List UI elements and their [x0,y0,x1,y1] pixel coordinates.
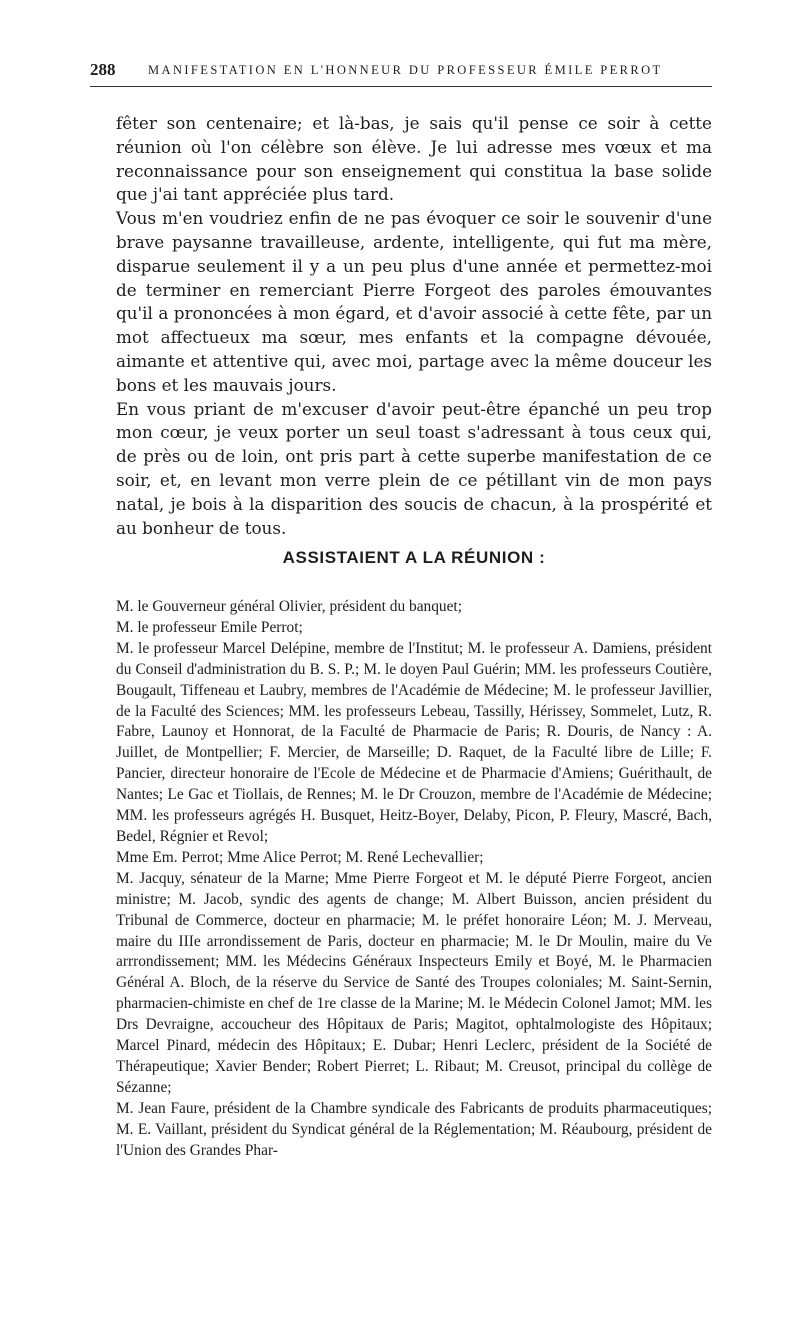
attendee-paragraph: M. le professeur Marcel Delépine, membre de l'Institut; M. le professeur A. Damiens, président du Conseil d'administration du B. S. P.; M. le doyen Paul Guérin; MM. les professeurs Coutière, Bougault, Tiffeneau et Laubry, membres de l'Académie de Médecine; M. le professeur Javillier, de la Faculté des Sciences; MM. les professeurs Lebeau, Tassilly, Hérissey, Sommelet, Lutz, R. Fabre, Launoy et Honnorat, de la Faculté de Pharmacie de Paris; R. Douris, de Nancy : A. Juillet, de Montpellier; F. Mercier, de Marseille; D. Raquet, de la Faculté libre de Lille; F. Pancier, directeur honoraire de l'Ecole de Médecine et de Pharmacie d'Amiens; Guérithault, de Nantes; Le Gac et Tiollais, de Rennes; M. le Dr Crouzon, membre de l'Académie de Médecine; MM. les professeurs agrégés H. Busquet, Heitz-Boyer, Delaby, Picon, P. Fleury, Mascré, Bach, Bedel, Régnier et Revol; [116,639,712,845]
attendees-list [116,597,712,1161]
speech-text [116,112,712,540]
running-title: MANIFESTATION EN L'HONNEUR DU PROFESSEUR ÉMILE PERROT [148,63,663,77]
attendee-paragraph: Mme Em. Perrot; Mme Alice Perrot; M. René Lechevallier; [116,848,484,866]
paragraph: Vous m'en voudriez enfin de ne pas évoquer ce soir le souvenir d'une brave paysanne travailleuse, ardente, intelligente, qui fut ma mère, disparue seulement il y a un peu plus d'une année et permettez-moi de terminer en remerciant Pierre Forgeot des paroles émouvantes qu'il a prononcées à mon égard, et d'avoir associé à cette fête, par un mot affectueux ma sœur, mes enfants et la compagne dévouée, aimante et attentive qui, avec moi, partage avec la même douceur les bons et les mauvais jours. [116,208,712,395]
paragraph: fêter son centenaire; et là-bas, je sais qu'il pense ce soir à cette réunion où l'on célèbre son élève. Je lui adresse mes vœux et ma reconnaissance pour son enseignement qui constitua la base solide que j'ai tant appréciée plus tard. [116,113,712,205]
paragraph: En vous priant de m'excuser d'avoir peut-être épanché un peu trop mon cœur, je veux porter un seul toast s'adressant à tous ceux qui, de près ou de loin, ont pris part à cette superbe manifestation de ce soir, et, en levant mon verre plein de ce pétillant vin de mon pays natal, je bois à la disparition des soucis de chacun, à la prospérité et au bonheur de tous. [116,398,712,538]
attendee-paragraph: M. le Gouverneur général Olivier, président du banquet; [116,598,462,615]
page-number: 288 [90,60,116,79]
running-head [90,60,712,87]
attendee-paragraph: M. le professeur Emile Perrot; [116,618,303,636]
attendee-paragraph: M. Jean Faure, président de la Chambre syndicale des Fabricants de produits pharmaceutiques; M. E. Vaillant, président du Syndicat général de la Réglementation; M. Réaubourg, président de l'Union des Grandes Phar- [116,1099,712,1159]
section-heading: ASSISTAIENT A LA RÉUNION : [282,548,546,567]
attendee-paragraph: M. Jacquy, sénateur de la Marne; Mme Pierre Forgeot et M. le député Pierre Forgeot, ancien ministre; M. Jacob, syndic des agents de change; M. Albert Buisson, ancien président du Tribunal de Commerce, docteur en pharmacie; M. le préfet honoraire Léon; M. J. Merveau, maire du IIIe arrondissement de Paris, docteur en pharmacie; M. le Dr Moulin, maire du Ve arrrondissement; MM. les Médecins Généraux Inspecteurs Emily et Boyé, M. le Pharmacien Général A. Bloch, de la réserve du Service de Santé des Troupes coloniales; M. Saint-Sernin, pharmacien-chimiste en chef de 1re classe de la Marine; M. le Médecin Colonel Jamot; MM. les Drs Devraigne, accoucheur des Hôpitaux de Paris; Magitot, ophtalmologiste des Hôpitaux; Marcel Pinard, médecin des Hôpitaux; E. Dubar; Henri Leclerc, président de la Société de Thérapeutique; Xavier Bender; Robert Pierret; L. Ribaut; M. Creusot, principal du collège de Sézanne; [116,869,712,1096]
